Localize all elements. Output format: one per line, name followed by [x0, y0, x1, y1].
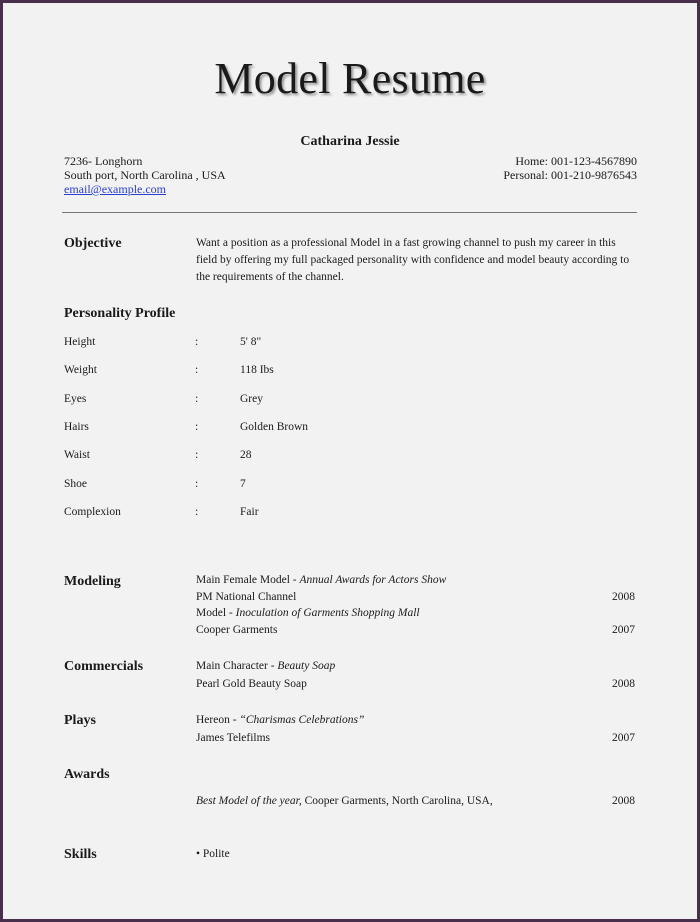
profile-row-eyes — [64, 393, 464, 413]
profile-separator: : — [195, 336, 199, 348]
profile-label: Waist — [64, 449, 90, 461]
modeling-event: Inoculation of Garments Shopping Mall — [235, 607, 420, 619]
modeling-role: Main Female Model - — [196, 574, 300, 586]
objective-heading: Objective — [64, 236, 122, 251]
skill-item: • Polite — [196, 848, 230, 860]
profile-row-complexion — [64, 506, 464, 526]
modeling-entry-2-year: 2007 — [612, 624, 635, 636]
page-title: Model Resume — [214, 54, 486, 103]
profile-label: Hairs — [64, 421, 89, 433]
profile-row-waist — [64, 449, 464, 469]
awards-year: 2008 — [612, 795, 635, 807]
profile-separator: : — [195, 393, 199, 405]
profile-separator: : — [195, 506, 199, 518]
profile-separator: : — [195, 449, 199, 461]
modeling-entry-1-title — [196, 574, 446, 586]
profile-heading: Personality Profile — [64, 306, 176, 321]
profile-label: Eyes — [64, 393, 87, 405]
profile-row-shoe — [64, 478, 464, 498]
profile-value: 28 — [240, 449, 252, 461]
profile-separator: : — [195, 364, 199, 376]
plays-org: James Telefilms — [196, 732, 271, 744]
awards-heading: Awards — [64, 767, 110, 782]
modeling-role: Model - — [196, 607, 236, 619]
modeling-entry-1-org: PM National Channel — [196, 591, 297, 603]
profile-value: 5' 8" — [240, 336, 262, 348]
profile-separator: : — [195, 478, 199, 490]
modeling-entry-1-year: 2008 — [612, 591, 635, 603]
plays-year: 2007 — [612, 732, 635, 744]
candidate-name: Catharina Jessie — [300, 134, 400, 149]
commercials-title — [196, 660, 335, 672]
profile-value: Fair — [240, 506, 259, 518]
skills-heading: Skills — [64, 847, 97, 862]
plays-event: “Charismas Celebrations” — [239, 714, 365, 726]
header-divider — [62, 212, 637, 213]
award-detail: Cooper Garments, North Carolina, USA, — [301, 795, 493, 807]
profile-value: Golden Brown — [240, 421, 309, 433]
resume-page — [3, 3, 697, 919]
address-line-1: 7236- Longhorn — [64, 154, 143, 168]
profile-label: Complexion — [64, 506, 121, 518]
profile-label: Weight — [64, 364, 97, 376]
profile-label: Shoe — [64, 478, 87, 490]
commercials-role: Main Character - — [196, 660, 278, 672]
commercials-year: 2008 — [612, 678, 635, 690]
modeling-entry-2-org: Cooper Garments — [196, 624, 278, 636]
modeling-heading: Modeling — [64, 574, 121, 589]
award-title: Best Model of the year, — [196, 795, 302, 807]
plays-heading: Plays — [64, 713, 96, 728]
awards-entry — [196, 795, 493, 807]
profile-row-weight — [64, 364, 464, 384]
profile-value: Grey — [240, 393, 263, 405]
modeling-entry-2-title — [196, 607, 420, 619]
address-line-2: South port, North Carolina , USA — [64, 168, 226, 182]
commercials-event: Beauty Soap — [277, 660, 336, 672]
personal-phone: Personal: 001-210-9876543 — [503, 168, 637, 182]
profile-separator: : — [195, 421, 199, 433]
plays-role: Hereon - — [196, 714, 240, 726]
modeling-event: Annual Awards for Actors Show — [299, 574, 447, 586]
profile-row-height — [64, 336, 464, 356]
plays-title — [196, 714, 364, 726]
home-phone: Home: 001-123-4567890 — [515, 154, 637, 168]
objective-text: Want a position as a professional Model in a fast growing channel to push my career in this field by offering my full packaged personality with confidence and model beauty according to the requirements of the channel. — [196, 237, 630, 283]
profile-label: Height — [64, 336, 96, 348]
commercials-org: Pearl Gold Beauty Soap — [196, 678, 307, 690]
profile-value: 7 — [240, 478, 246, 490]
email-link[interactable]: email@example.com — [64, 182, 167, 196]
profile-row-hairs — [64, 421, 464, 441]
profile-value: 118 Ibs — [240, 364, 274, 376]
commercials-heading: Commercials — [64, 659, 144, 674]
